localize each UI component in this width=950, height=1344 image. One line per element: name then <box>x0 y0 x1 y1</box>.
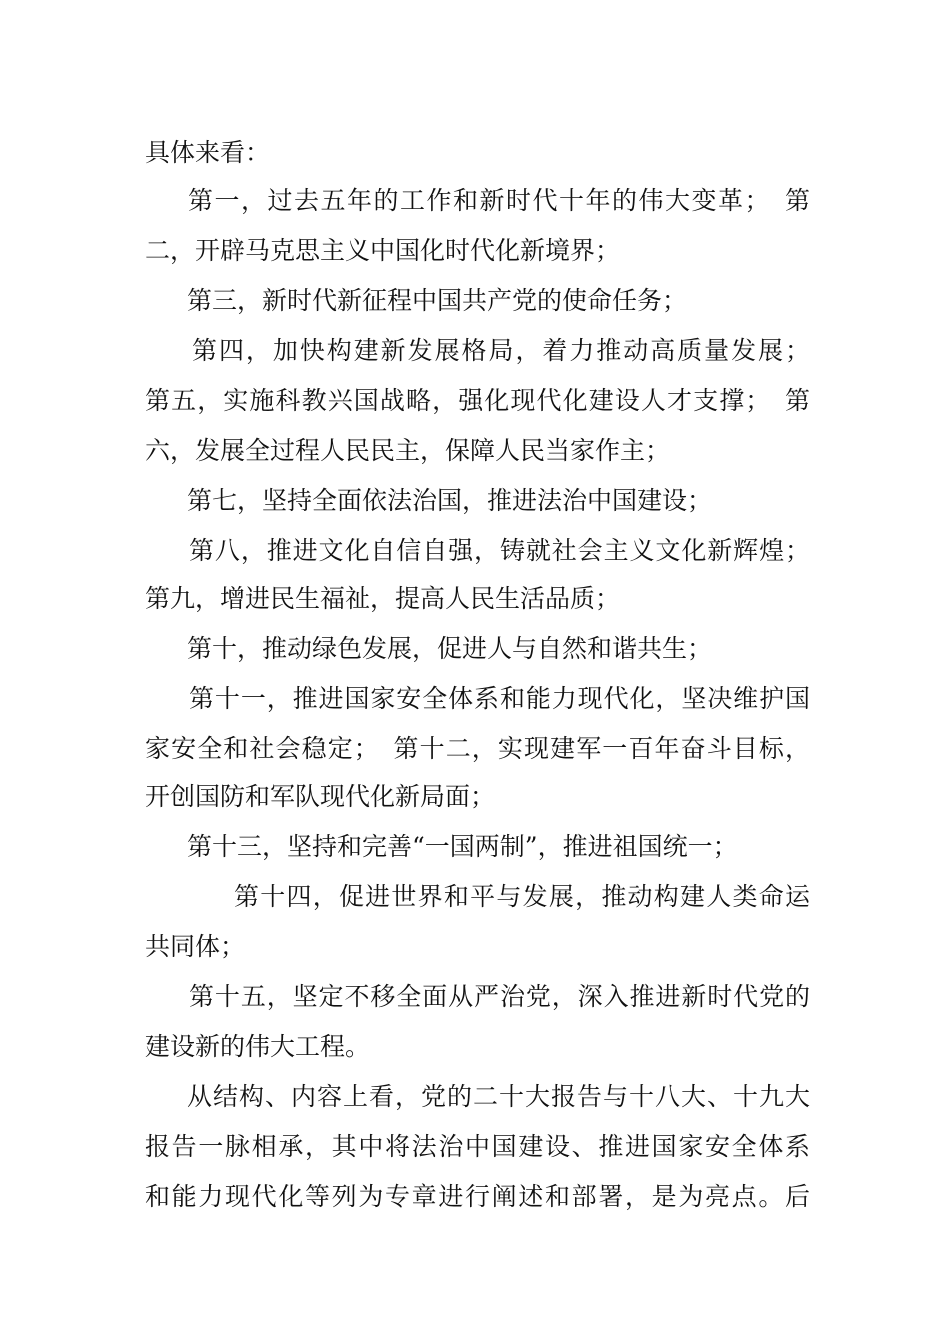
text-line: 第十一，推进国家安全体系和能力现代化，坚决维护国 <box>189 684 810 713</box>
text-line: 建设新的伟大工程。 <box>145 1032 371 1061</box>
text-line: 和能力现代化等列为专章进行阐述和部署，是为亮点。后 <box>145 1182 810 1211</box>
text-line: 第七，坚持全面依法治国，推进法治中国建设； <box>187 486 713 515</box>
text-line: 开创国防和军队现代化新局面； <box>145 782 496 811</box>
text-line: 从结构、内容上看，党的二十大报告与十八大、十九大 <box>187 1082 810 1111</box>
text-line: 第一，过去五年的工作和新时代十年的伟大变革； 第 <box>188 186 810 215</box>
text-line: 第九，增进民生福祉，提高人民生活品质； <box>145 584 621 613</box>
text-line: 第五，实施科教兴国战略，强化现代化建设人才支撑； 第 <box>145 386 810 415</box>
text-line: 第十四，促进世界和平与发展，推动构建人类命运 <box>234 882 810 911</box>
text-line: 第三，新时代新征程中国共产党的使命任务； <box>187 286 688 315</box>
text-line: 家安全和社会稳定； 第十二，实现建军一百年奋斗目标， <box>145 734 810 763</box>
text-line: 共同体； <box>145 932 246 961</box>
text-line: 第八，推进文化自信自强，铸就社会主义文化新辉煌； <box>189 536 810 565</box>
text-line: 第十三，坚持和完善“一国两制”，推进祖国统一； <box>187 832 738 861</box>
text-line: 第十，推动绿色发展，促进人与自然和谐共生； <box>187 634 713 663</box>
text-line: 第十五，坚定不移全面从严治党，深入推进新时代党的 <box>189 982 810 1011</box>
text-line: 第四，加快构建新发展格局，着力推动高质量发展； <box>192 336 810 365</box>
text-line: 二，开辟马克思主义中国化时代化新境界； <box>145 236 621 265</box>
text-line: 报告一脉相承，其中将法治中国建设、推进国家安全体系 <box>145 1132 810 1161</box>
text-line: 六，发展全过程人民民主，保障人民当家作主； <box>145 436 671 465</box>
text-line: 具体来看： <box>145 138 271 167</box>
